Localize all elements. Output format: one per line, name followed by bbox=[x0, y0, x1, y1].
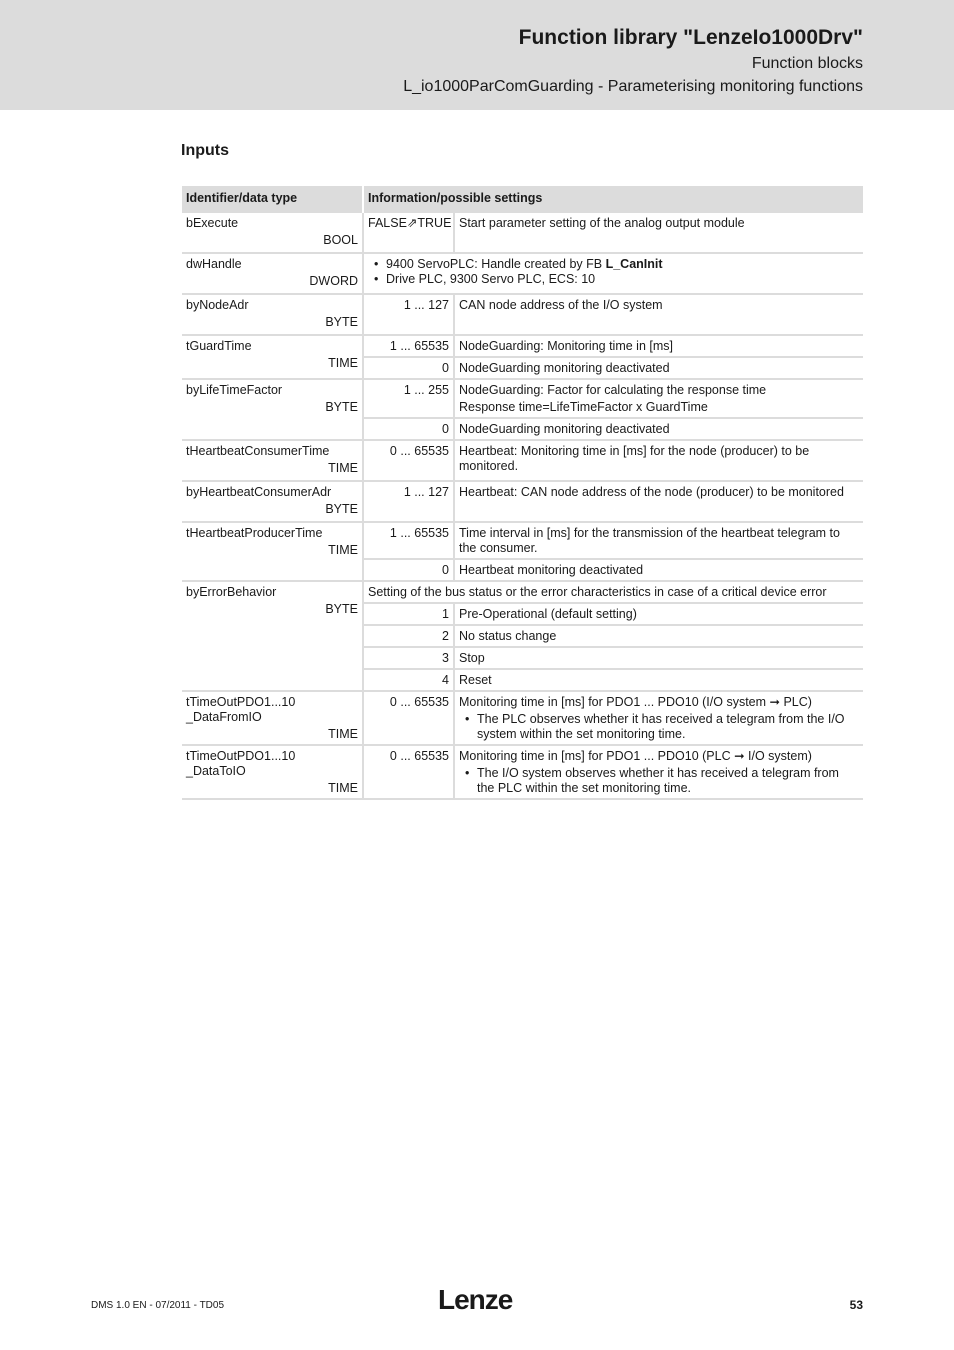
list-item: • The PLC observes whether it has received a telegram from the I/O system within the set monitoring time. bbox=[459, 712, 859, 742]
description-cell: Pre-Operational (default setting) bbox=[454, 603, 863, 625]
identifier-cell bbox=[182, 581, 363, 691]
description-cell: Heartbeat: CAN node address of the node (producer) to be monitored bbox=[454, 481, 863, 522]
value-cell: 1 ... 65535 bbox=[363, 522, 454, 559]
description-cell: Start parameter setting of the analog output module bbox=[454, 213, 863, 253]
value-cell: 0 ... 65535 bbox=[363, 691, 454, 745]
description-cell: Stop bbox=[454, 647, 863, 669]
description-cell bbox=[454, 745, 863, 799]
data-type: TIME bbox=[328, 727, 358, 741]
identifier-cell bbox=[182, 440, 363, 481]
description-cell: Reset bbox=[454, 669, 863, 691]
identifier-name: tGuardTime bbox=[186, 339, 252, 353]
value-cell: 1 ... 65535 bbox=[363, 335, 454, 357]
table-row bbox=[182, 745, 863, 799]
data-type: TIME bbox=[328, 781, 358, 795]
description-line: Monitoring time in [ms] for PDO1 ... PDO10 (I/O system ➞ PLC) bbox=[459, 695, 812, 709]
identifier-cell bbox=[182, 253, 363, 294]
description-cell: CAN node address of the I/O system bbox=[454, 294, 863, 335]
column-header-information: Information/possible settings bbox=[363, 186, 863, 213]
description-line: NodeGuarding: Factor for calculating the response time bbox=[459, 383, 767, 397]
value-cell: 1 ... 255 bbox=[363, 379, 454, 418]
table-row bbox=[182, 335, 863, 357]
identifier-cell bbox=[182, 481, 363, 522]
data-type: BYTE bbox=[325, 502, 358, 516]
footer-document-id: DMS 1.0 EN - 07/2011 - TD05 bbox=[91, 1300, 225, 1311]
identifier-cell bbox=[182, 213, 363, 253]
description-cell bbox=[363, 253, 863, 294]
identifier-name: tHeartbeatProducerTime bbox=[186, 526, 323, 540]
value-cell: 3 bbox=[363, 647, 454, 669]
description-cell bbox=[454, 691, 863, 745]
identifier-name: tTimeOutPDO1...10 bbox=[186, 749, 296, 763]
page-subtitle-section: L_io1000ParComGuarding - Parameterising monitoring functions bbox=[403, 78, 863, 95]
description-cell: Heartbeat monitoring deactivated bbox=[454, 559, 863, 581]
table-row bbox=[182, 691, 863, 745]
identifier-cell bbox=[182, 745, 363, 799]
description-cell: NodeGuarding monitoring deactivated bbox=[454, 357, 863, 379]
table-row bbox=[182, 379, 863, 418]
value-cell: FALSE⇗TRUE bbox=[363, 213, 454, 253]
column-header-identifier: Identifier/data type bbox=[182, 186, 363, 213]
svg-text:Lenze: Lenze bbox=[438, 1284, 513, 1315]
identifier-name: byHeartbeatConsumerAdr bbox=[186, 485, 332, 499]
data-type: BYTE bbox=[325, 602, 358, 616]
description-cell: NodeGuarding: Monitoring time in [ms] bbox=[454, 335, 863, 357]
value-cell: 0 ... 65535 bbox=[363, 745, 454, 799]
section-title: Inputs bbox=[181, 142, 229, 159]
description-line: Response time=LifeTimeFactor x GuardTime bbox=[459, 400, 708, 414]
page-number: 53 bbox=[849, 1298, 863, 1312]
lenze-logo bbox=[438, 1283, 516, 1315]
identifier-cell bbox=[182, 691, 363, 745]
table-header-row bbox=[182, 186, 863, 213]
inputs-table bbox=[182, 186, 863, 800]
identifier-cell bbox=[182, 379, 363, 440]
identifier-name: _DataFromIO bbox=[186, 710, 262, 724]
value-cell: 0 ... 65535 bbox=[363, 440, 454, 481]
description-cell bbox=[454, 379, 863, 418]
identifier-name: bExecute bbox=[186, 216, 239, 230]
identifier-name: tTimeOutPDO1...10 bbox=[186, 695, 296, 709]
value-cell: 4 bbox=[363, 669, 454, 691]
data-type: TIME bbox=[328, 461, 358, 475]
table-row bbox=[182, 213, 863, 253]
value-cell: 1 ... 127 bbox=[363, 294, 454, 335]
identifier-name: tHeartbeatConsumerTime bbox=[186, 444, 330, 458]
identifier-cell bbox=[182, 294, 363, 335]
page-subtitle-chapter: Function blocks bbox=[751, 55, 863, 72]
description-cell: Setting of the bus status or the error characteristics in case of a critical device error bbox=[363, 581, 863, 603]
description-line: Monitoring time in [ms] for PDO1 ... PDO10 (PLC ➞ I/O system) bbox=[459, 749, 812, 763]
value-cell: 1 bbox=[363, 603, 454, 625]
table-row bbox=[182, 481, 863, 522]
value-cell: 0 bbox=[363, 559, 454, 581]
list-item: • The I/O system observes whether it has received a telegram from the PLC within the set monitoring time. bbox=[459, 766, 859, 796]
value-cell: 0 bbox=[363, 357, 454, 379]
description-cell: Time interval in [ms] for the transmission of the heartbeat telegram to the consumer. bbox=[454, 522, 863, 559]
data-type: TIME bbox=[328, 356, 358, 370]
description-cell: Heartbeat: Monitoring time in [ms] for the node (producer) to be monitored. bbox=[454, 440, 863, 481]
identifier-name: byErrorBehavior bbox=[186, 585, 277, 599]
description-cell: No status change bbox=[454, 625, 863, 647]
identifier-cell bbox=[182, 522, 363, 581]
table-row bbox=[182, 253, 863, 294]
table-row bbox=[182, 440, 863, 481]
data-type: BOOL bbox=[323, 233, 358, 247]
list-item: • 9400 ServoPLC: Handle created by FB L_CanInit bbox=[368, 257, 859, 272]
identifier-name: byNodeAdr bbox=[186, 298, 249, 312]
table-row bbox=[182, 581, 863, 603]
data-type: DWORD bbox=[309, 274, 358, 288]
table-row bbox=[182, 294, 863, 335]
value-cell: 1 ... 127 bbox=[363, 481, 454, 522]
identifier-name: dwHandle bbox=[186, 257, 242, 271]
value-cell: 2 bbox=[363, 625, 454, 647]
value-cell: 0 bbox=[363, 418, 454, 440]
data-type: BYTE bbox=[325, 315, 358, 329]
list-item: • Drive PLC, 9300 Servo PLC, ECS: 10 bbox=[368, 272, 859, 287]
data-type: BYTE bbox=[325, 400, 358, 414]
identifier-name: byLifeTimeFactor bbox=[186, 383, 283, 397]
identifier-cell bbox=[182, 335, 363, 379]
table-row bbox=[182, 522, 863, 559]
identifier-name: _DataToIO bbox=[186, 764, 246, 778]
description-cell: NodeGuarding monitoring deactivated bbox=[454, 418, 863, 440]
data-type: TIME bbox=[328, 543, 358, 557]
page-header bbox=[0, 0, 954, 110]
page-title: Function library "LenzeIo1000Drv" bbox=[518, 26, 863, 49]
